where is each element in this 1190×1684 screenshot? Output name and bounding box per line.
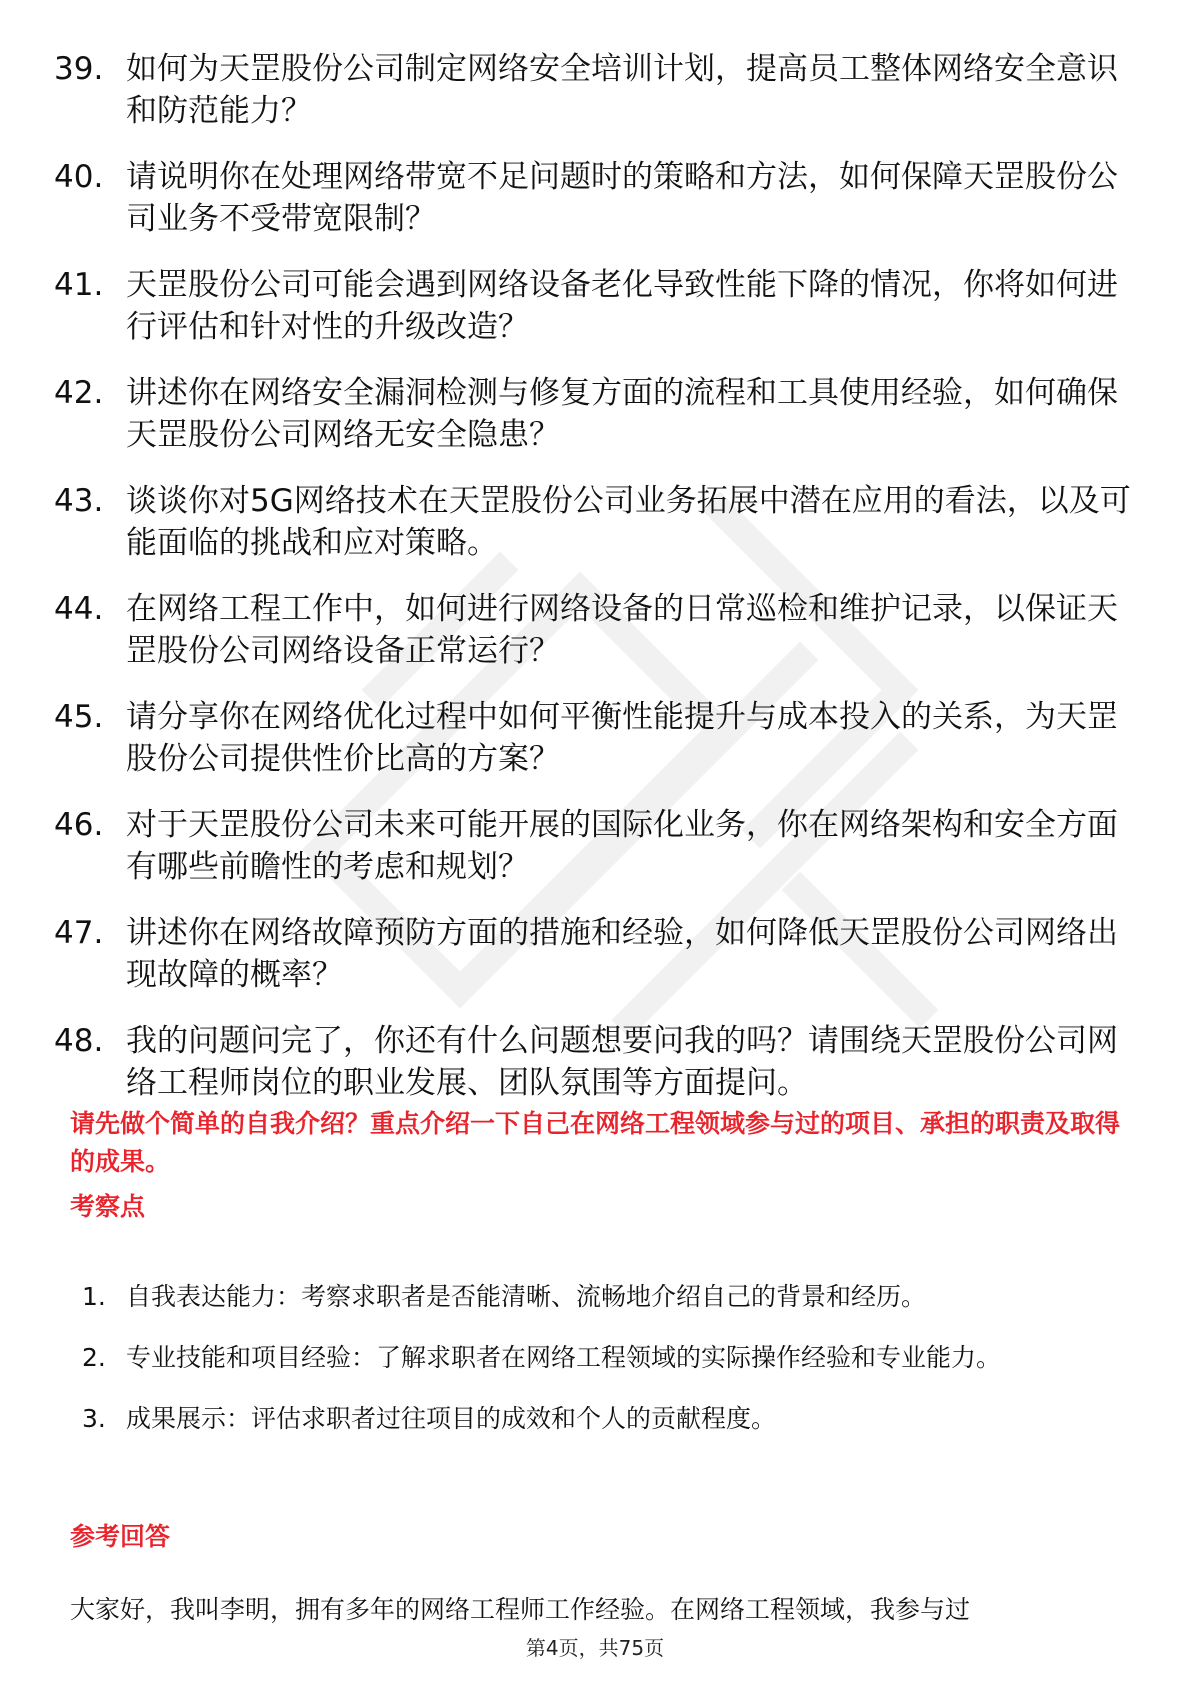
question-item (54, 264, 1134, 348)
question-number: 48. (54, 1023, 104, 1059)
inspection-title: 考察点 (70, 1192, 146, 1221)
question-text: 讲述你在网络安全漏洞检测与修复方面的流程和工具使用经验，如何确保天罡股份公司网络无安全隐患？ (126, 375, 1118, 453)
question-number: 43. (54, 483, 104, 519)
point-text: 自我表达能力：考察求职者是否能清晰、流畅地介绍自己的背景和经历。 (126, 1282, 927, 1311)
question-number: 47. (54, 915, 104, 951)
inspection-point (82, 1268, 1132, 1326)
question-number: 40. (54, 159, 104, 195)
question-item (54, 156, 1134, 240)
question-number: 41. (54, 267, 104, 303)
point-number: 3. (82, 1404, 106, 1433)
point-text: 专业技能和项目经验：了解求职者在网络工程领域的实际操作经验和专业能力。 (126, 1343, 1002, 1372)
question-text: 谈谈你对5G网络技术在天罡股份公司业务拓展中潜在应用的看法，以及可能面临的挑战和应对策略。 (126, 483, 1131, 561)
question-item (54, 372, 1134, 456)
question-text: 请说明你在处理网络带宽不足问题时的策略和方法，如何保障天罡股份公司业务不受带宽限制？ (126, 159, 1118, 237)
question-text: 对于天罡股份公司未来可能开展的国际化业务，你在网络架构和安全方面有哪些前瞻性的考虑和规划？ (126, 807, 1118, 885)
featured-question: 请先做个简单的自我介绍？重点介绍一下自己在网络工程领域参与过的项目、承担的职责及取得的成果。 (70, 1109, 1121, 1176)
question-number: 46. (54, 807, 104, 843)
question-list (54, 48, 1134, 1128)
question-text: 请分享你在网络优化过程中如何平衡性能提升与成本投入的关系，为天罡股份公司提供性价比高的方案？ (126, 699, 1118, 777)
question-item (54, 588, 1134, 672)
inspection-point (82, 1390, 1132, 1448)
page-number: 第4页，共75页 (525, 1636, 665, 1660)
question-text: 讲述你在网络故障预防方面的措施和经验，如何降低天罡股份公司网络出现故障的概率？ (126, 915, 1118, 993)
question-item (54, 696, 1134, 780)
question-number: 44. (54, 591, 104, 627)
question-number: 42. (54, 375, 104, 411)
question-text: 天罡股份公司可能会遇到网络设备老化导致性能下降的情况，你将如何进行评估和针对性的升级改造？ (126, 267, 1118, 345)
reference-title: 参考回答 (70, 1522, 171, 1551)
question-text: 如何为天罡股份公司制定网络安全培训计划，提高员工整体网络安全意识和防范能力？ (126, 51, 1118, 129)
inspection-points (82, 1268, 1132, 1451)
point-number: 2. (82, 1343, 106, 1372)
inspection-point (82, 1329, 1132, 1387)
point-number: 1. (82, 1282, 106, 1311)
question-number: 45. (54, 699, 104, 735)
question-item (54, 48, 1134, 132)
reference-answer: 大家好，我叫李明，拥有多年的网络工程师工作经验。在网络工程领域，我参与过 (70, 1595, 971, 1624)
question-text: 在网络工程工作中，如何进行网络设备的日常巡检和维护记录，以保证天罡股份公司网络设备正常运行？ (126, 591, 1118, 669)
point-text: 成果展示：评估求职者过往项目的成效和个人的贡献程度。 (126, 1404, 777, 1433)
question-number: 39. (54, 51, 104, 87)
question-text: 我的问题问完了，你还有什么问题想要问我的吗？请围绕天罡股份公司网络工程师岗位的职业发展、团队氛围等方面提问。 (126, 1023, 1118, 1101)
question-item (54, 1020, 1134, 1104)
question-item (54, 912, 1134, 996)
question-item (54, 804, 1134, 888)
question-item (54, 480, 1134, 564)
